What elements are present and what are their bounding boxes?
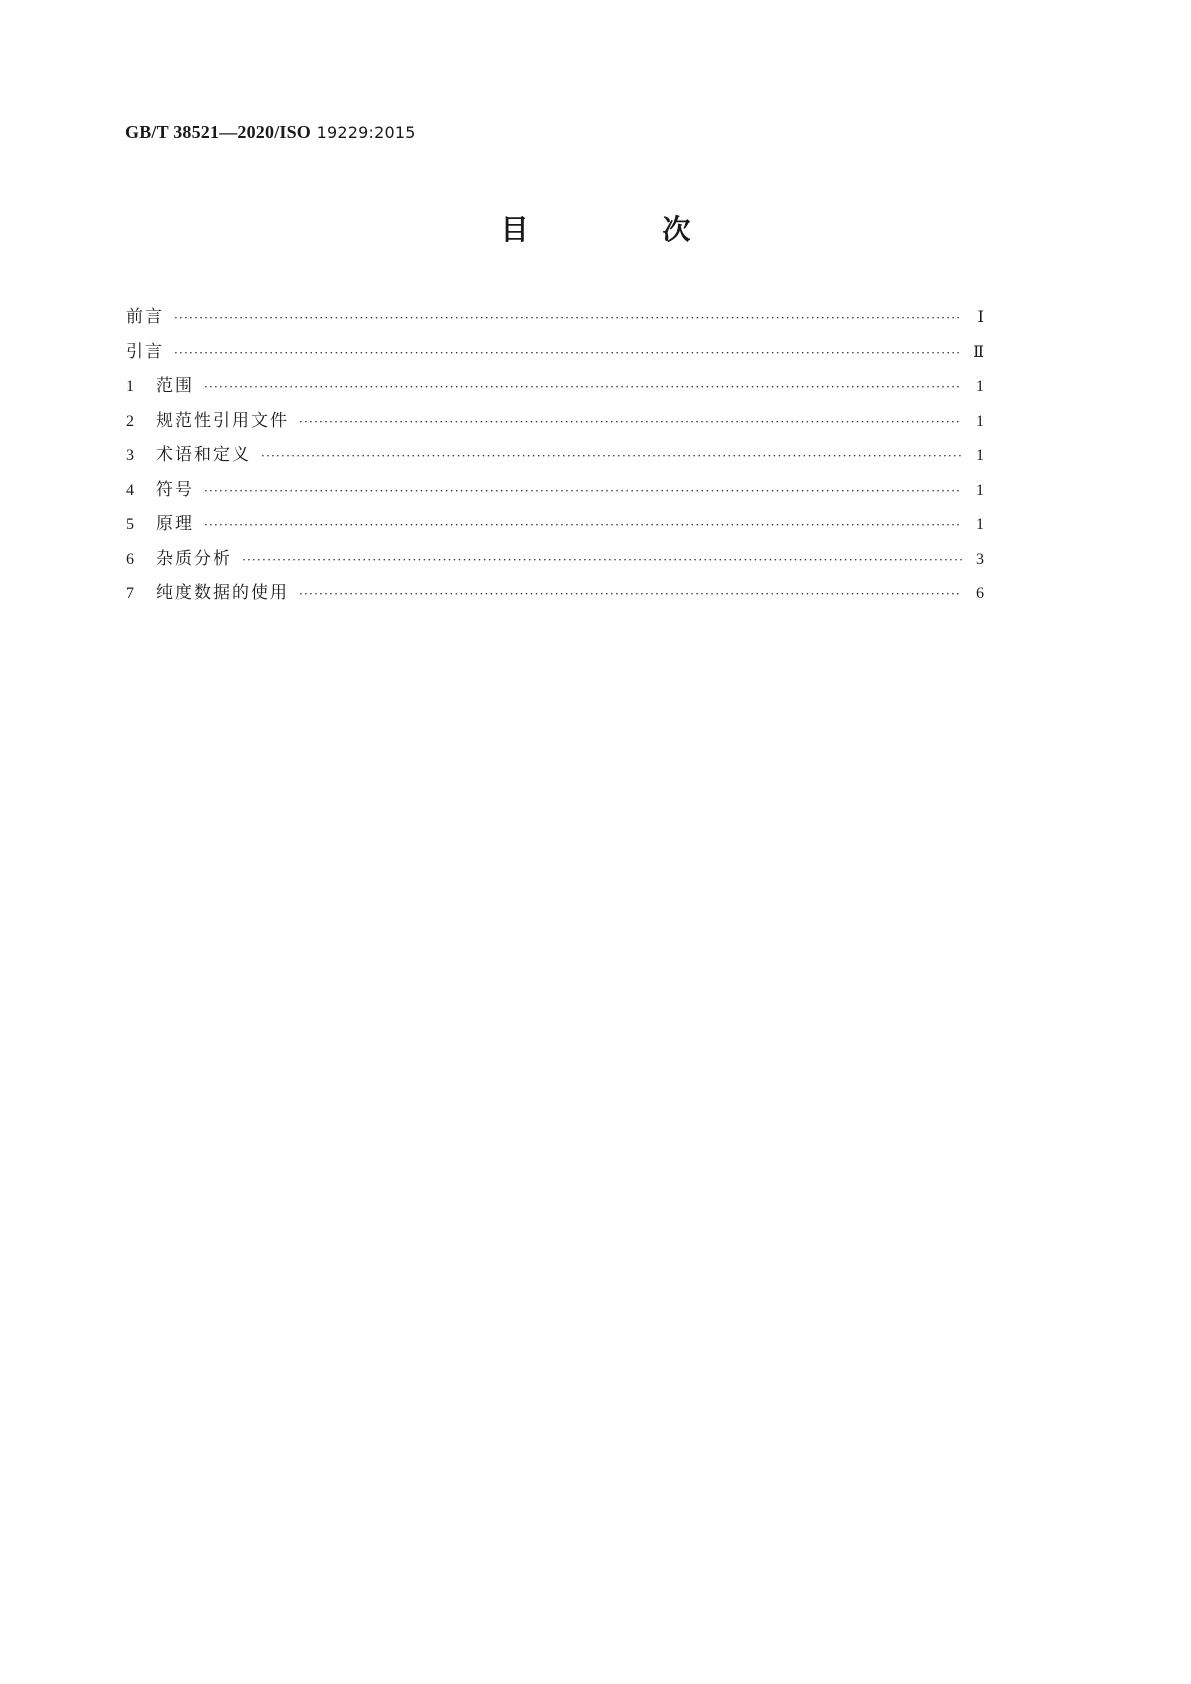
toc-leader-dots <box>261 439 962 474</box>
toc-entry-impurity-analysis[interactable] <box>126 542 984 577</box>
toc-entry-page: 1 <box>976 516 984 533</box>
toc-entry-number: 2 <box>126 412 134 430</box>
toc-entry-normative-references[interactable] <box>126 404 984 439</box>
toc-leader-dots <box>204 474 962 509</box>
document-header <box>125 122 416 143</box>
toc-leader-dots <box>174 301 962 336</box>
toc-entry-label: 引言 <box>126 341 164 362</box>
toc-entry-page: Ⅱ <box>973 343 984 361</box>
toc-entry-page: 1 <box>976 447 984 464</box>
toc-entry-page: 1 <box>976 481 984 499</box>
toc-entry-symbols[interactable] <box>126 473 984 508</box>
toc-leader-dots <box>204 370 962 405</box>
toc-entry-page: Ⅰ <box>977 309 984 326</box>
toc-entry-number: 4 <box>126 481 134 499</box>
toc-entry-number: 3 <box>126 447 134 464</box>
toc-entry-number: 1 <box>126 378 134 395</box>
standard-code: GB/T 38521—2020/ISO <box>125 122 312 142</box>
toc-leader-dots <box>299 405 962 440</box>
toc-leader-dots <box>299 577 962 612</box>
iso-code: 19229:2015 <box>316 123 416 142</box>
toc-entry-label: 纯度数据的使用 <box>156 583 289 603</box>
toc-entry-number: 5 <box>126 516 134 533</box>
toc-entry-principle[interactable] <box>126 507 984 542</box>
toc-entry-terms-definitions[interactable] <box>126 438 984 473</box>
toc-entry-introduction[interactable] <box>126 335 984 370</box>
toc-leader-dots <box>174 336 962 371</box>
toc-entry-scope[interactable] <box>126 369 984 404</box>
toc-entry-label: 杂质分析 <box>156 548 232 569</box>
toc-leader-dots <box>204 508 962 543</box>
table-of-contents <box>126 300 984 611</box>
toc-entry-foreword[interactable] <box>126 300 984 335</box>
toc-entry-page: 3 <box>976 550 984 568</box>
toc-entry-number: 7 <box>126 585 134 602</box>
toc-entry-purity-data-use[interactable] <box>126 576 984 611</box>
toc-entry-label: 前言 <box>126 307 164 327</box>
toc-entry-label: 范围 <box>156 376 194 396</box>
toc-leader-dots <box>242 543 962 578</box>
toc-entry-page: 1 <box>976 378 984 395</box>
toc-entry-label: 原理 <box>156 514 194 534</box>
toc-entry-label: 术语和定义 <box>156 445 251 465</box>
toc-entry-page: 1 <box>976 412 984 430</box>
toc-entry-number: 6 <box>126 550 134 568</box>
toc-entry-label: 符号 <box>156 479 194 500</box>
toc-title: 目 次 <box>500 213 753 246</box>
toc-entry-page: 6 <box>976 585 984 602</box>
toc-entry-label: 规范性引用文件 <box>156 410 289 431</box>
